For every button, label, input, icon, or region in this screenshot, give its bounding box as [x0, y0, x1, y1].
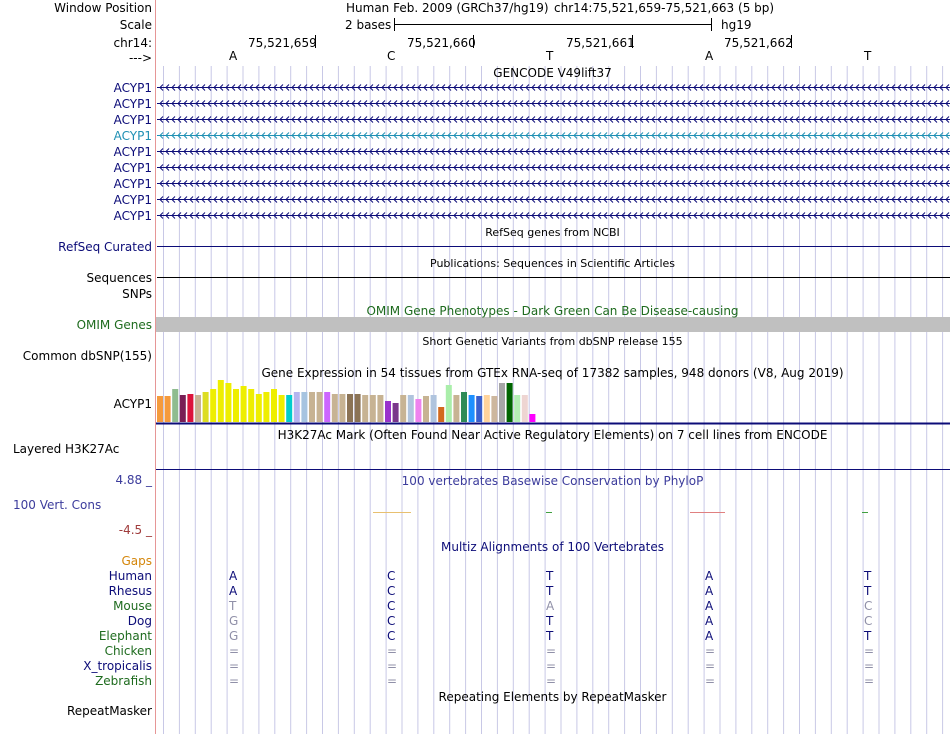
gtex-bar	[423, 396, 429, 422]
chrom-label: chr14:	[113, 36, 152, 50]
gtex-bar	[279, 395, 285, 422]
repeatmasker-track-label[interactable]: RepeatMasker	[66, 704, 152, 718]
gtex-bar	[225, 383, 231, 422]
gtex-track-title: Gene Expression in 54 tissues from GTEx RNA-seq of 17382 samples, 948 donors (V8, Aug 2019)	[261, 366, 844, 380]
gtex-bar	[241, 386, 247, 422]
gtex-bar	[484, 395, 490, 422]
aligned-base: A	[229, 569, 238, 583]
gtex-bar	[332, 394, 338, 422]
aligned-base: =	[546, 659, 557, 673]
omim-track-label[interactable]: OMIM Genes	[76, 318, 152, 332]
gencode-track-title: GENCODE V49lift37	[493, 66, 612, 80]
species-label: Rhesus	[108, 584, 152, 598]
gtex-bar	[446, 385, 452, 422]
gtex-bar	[408, 395, 414, 422]
gtex-bar	[400, 395, 406, 422]
omim-bar	[156, 317, 950, 332]
aligned-base: G	[229, 614, 239, 628]
aligned-base: A	[546, 599, 555, 613]
gtex-bar	[294, 392, 300, 422]
aligned-base: T	[546, 584, 554, 598]
gtex-bar	[317, 392, 323, 422]
coord-label: 75,521,659	[248, 36, 317, 50]
aligned-base: T	[546, 629, 554, 643]
gtex-bar	[438, 407, 444, 422]
gencode-item-label[interactable]: ACYP1	[113, 161, 152, 175]
gtex-bar	[157, 396, 163, 422]
coord-label: 75,521,661	[566, 36, 635, 50]
scale-value: 2 bases	[345, 18, 392, 32]
h3k27ac-track-title: H3K27Ac Mark (Often Found Near Active Regulatory Elements) on 7 cell lines from ENCODE	[277, 428, 828, 442]
gtex-bar	[499, 383, 505, 422]
phylop-max-label: 4.88 _	[115, 473, 152, 487]
gtex-bar	[370, 395, 376, 422]
aligned-base: C	[387, 569, 396, 583]
aligned-base: T	[546, 569, 554, 583]
aligned-base: =	[705, 644, 716, 658]
aligned-base: C	[387, 584, 396, 598]
gtex-bar	[507, 383, 513, 422]
gtex-bar	[355, 394, 361, 422]
base-letter: A	[229, 49, 238, 63]
aligned-base: =	[705, 659, 716, 673]
gencode-item-label[interactable]: ACYP1	[113, 97, 152, 111]
omim-track-title: OMIM Gene Phenotypes - Dark Green Can Be Disease-causing	[366, 304, 739, 318]
scale-label: Scale	[119, 18, 152, 32]
gencode-item-label[interactable]: ACYP1	[113, 193, 152, 207]
gtex-bar	[309, 392, 315, 422]
gtex-bar	[271, 389, 277, 422]
species-label: X_tropicalis	[83, 659, 152, 673]
multiz-track-title: Multiz Alignments of 100 Vertebrates	[440, 540, 665, 554]
aligned-base: =	[229, 659, 240, 673]
aligned-base: A	[705, 569, 714, 583]
gtex-bar	[393, 403, 399, 422]
h3k27ac-track-label[interactable]: Layered H3K27Ac	[13, 442, 120, 456]
strand-label: --->	[128, 51, 152, 65]
assembly-title: Human Feb. 2009 (GRCh37/hg19)	[346, 1, 549, 15]
species-label: Human	[108, 569, 152, 583]
coord-label: 75,521,660	[407, 36, 476, 50]
repeatmasker-track-title: Repeating Elements by RepeatMasker	[438, 690, 667, 704]
gtex-bar	[347, 394, 353, 422]
gtex-bar	[339, 394, 345, 422]
aligned-base: C	[864, 614, 873, 628]
gtex-bar	[203, 392, 209, 422]
gtex-bar	[248, 389, 254, 422]
gencode-item-label[interactable]: ACYP1	[113, 209, 152, 223]
dbsnp-track-label[interactable]: Common dbSNP(155)	[22, 349, 152, 363]
gtex-bar	[491, 396, 497, 422]
phylop-min-label: -4.5 _	[118, 523, 152, 537]
gencode-item-label[interactable]: ACYP1	[113, 129, 152, 143]
aligned-base: T	[864, 629, 872, 643]
gencode-item-label[interactable]: ACYP1	[113, 145, 152, 159]
aligned-base: =	[229, 644, 240, 658]
gtex-bar	[180, 395, 186, 422]
species-label: Zebrafish	[95, 674, 152, 688]
aligned-base: T	[864, 569, 872, 583]
gtex-bar	[187, 394, 193, 422]
refseq-track-title: RefSeq genes from NCBI	[485, 226, 620, 239]
position-readout: chr14:75,521,659-75,521,663 (5 bp)	[554, 1, 775, 15]
aligned-base: =	[864, 659, 875, 673]
species-label: Mouse	[113, 599, 152, 613]
aligned-base: =	[546, 674, 557, 688]
gtex-bar	[461, 392, 467, 422]
gaps-label: Gaps	[121, 554, 152, 568]
gtex-bar	[263, 392, 269, 422]
aligned-base: =	[705, 674, 716, 688]
gtex-bar	[522, 395, 528, 422]
species-label: Elephant	[98, 629, 152, 643]
gtex-bar	[210, 389, 216, 422]
gtex-bar	[385, 401, 391, 422]
gtex-bar	[529, 414, 535, 422]
aligned-base: A	[705, 629, 714, 643]
aligned-base: C	[387, 629, 396, 643]
gtex-bar	[301, 392, 307, 422]
aligned-base: =	[546, 644, 557, 658]
aligned-base: G	[229, 629, 239, 643]
aligned-base: A	[705, 599, 714, 613]
aligned-base: =	[864, 644, 875, 658]
base-letter: T	[864, 49, 872, 63]
aligned-base: C	[864, 599, 873, 613]
gtex-bar	[233, 389, 239, 422]
publications-track-label[interactable]: Sequences	[86, 271, 152, 285]
base-letter: A	[705, 49, 714, 63]
species-label: Dog	[127, 614, 152, 628]
publications-track-title: Publications: Sequences in Scientific Articles	[430, 257, 675, 270]
aligned-base: A	[229, 584, 238, 598]
aligned-base: =	[387, 659, 398, 673]
aligned-base: C	[387, 614, 396, 628]
refseq-track-label[interactable]: RefSeq Curated	[58, 240, 152, 254]
aligned-base: T	[229, 599, 237, 613]
aligned-base: C	[387, 599, 396, 613]
gtex-bar	[172, 389, 178, 422]
gtex-track-label[interactable]: ACYP1	[113, 397, 152, 411]
base-letter: T	[546, 49, 554, 63]
gtex-bar	[195, 395, 201, 422]
aligned-base: =	[387, 674, 398, 688]
gencode-item-label[interactable]: ACYP1	[113, 113, 152, 127]
coord-label: 75,521,662	[724, 36, 793, 50]
gtex-bar	[431, 395, 437, 422]
aligned-base: A	[705, 614, 714, 628]
species-label: Chicken	[104, 644, 152, 658]
gtex-bar	[256, 394, 262, 422]
aligned-base: =	[387, 644, 398, 658]
aligned-base: T	[864, 584, 872, 598]
window-position-label: Window Position	[54, 1, 152, 15]
phylop-track-title: 100 vertebrates Basewise Conservation by PhyloP	[401, 474, 704, 488]
aligned-base: =	[229, 674, 240, 688]
gencode-item-label[interactable]: ACYP1	[113, 177, 152, 191]
gtex-bar	[377, 395, 383, 422]
phylop-track-label[interactable]: 100 Vert. Cons	[13, 498, 102, 512]
gtex-bar	[324, 392, 330, 422]
snps-track-label[interactable]: SNPs	[122, 287, 152, 301]
base-letter: C	[387, 49, 396, 63]
aligned-base: A	[705, 584, 714, 598]
aligned-base: =	[864, 674, 875, 688]
gtex-bar	[362, 395, 368, 422]
gencode-item-label[interactable]: ACYP1	[113, 81, 152, 95]
gtex-bar	[453, 395, 459, 422]
gtex-bar	[286, 395, 292, 422]
gtex-bar	[415, 399, 421, 422]
gtex-bar	[165, 396, 171, 422]
gtex-bar	[476, 396, 482, 422]
scale-db: hg19	[721, 18, 752, 32]
gtex-bar	[469, 395, 475, 422]
gtex-bar	[514, 395, 520, 422]
dbsnp-track-title: Short Genetic Variants from dbSNP release 155	[422, 335, 683, 348]
gtex-bar	[218, 380, 224, 422]
aligned-base: T	[546, 614, 554, 628]
